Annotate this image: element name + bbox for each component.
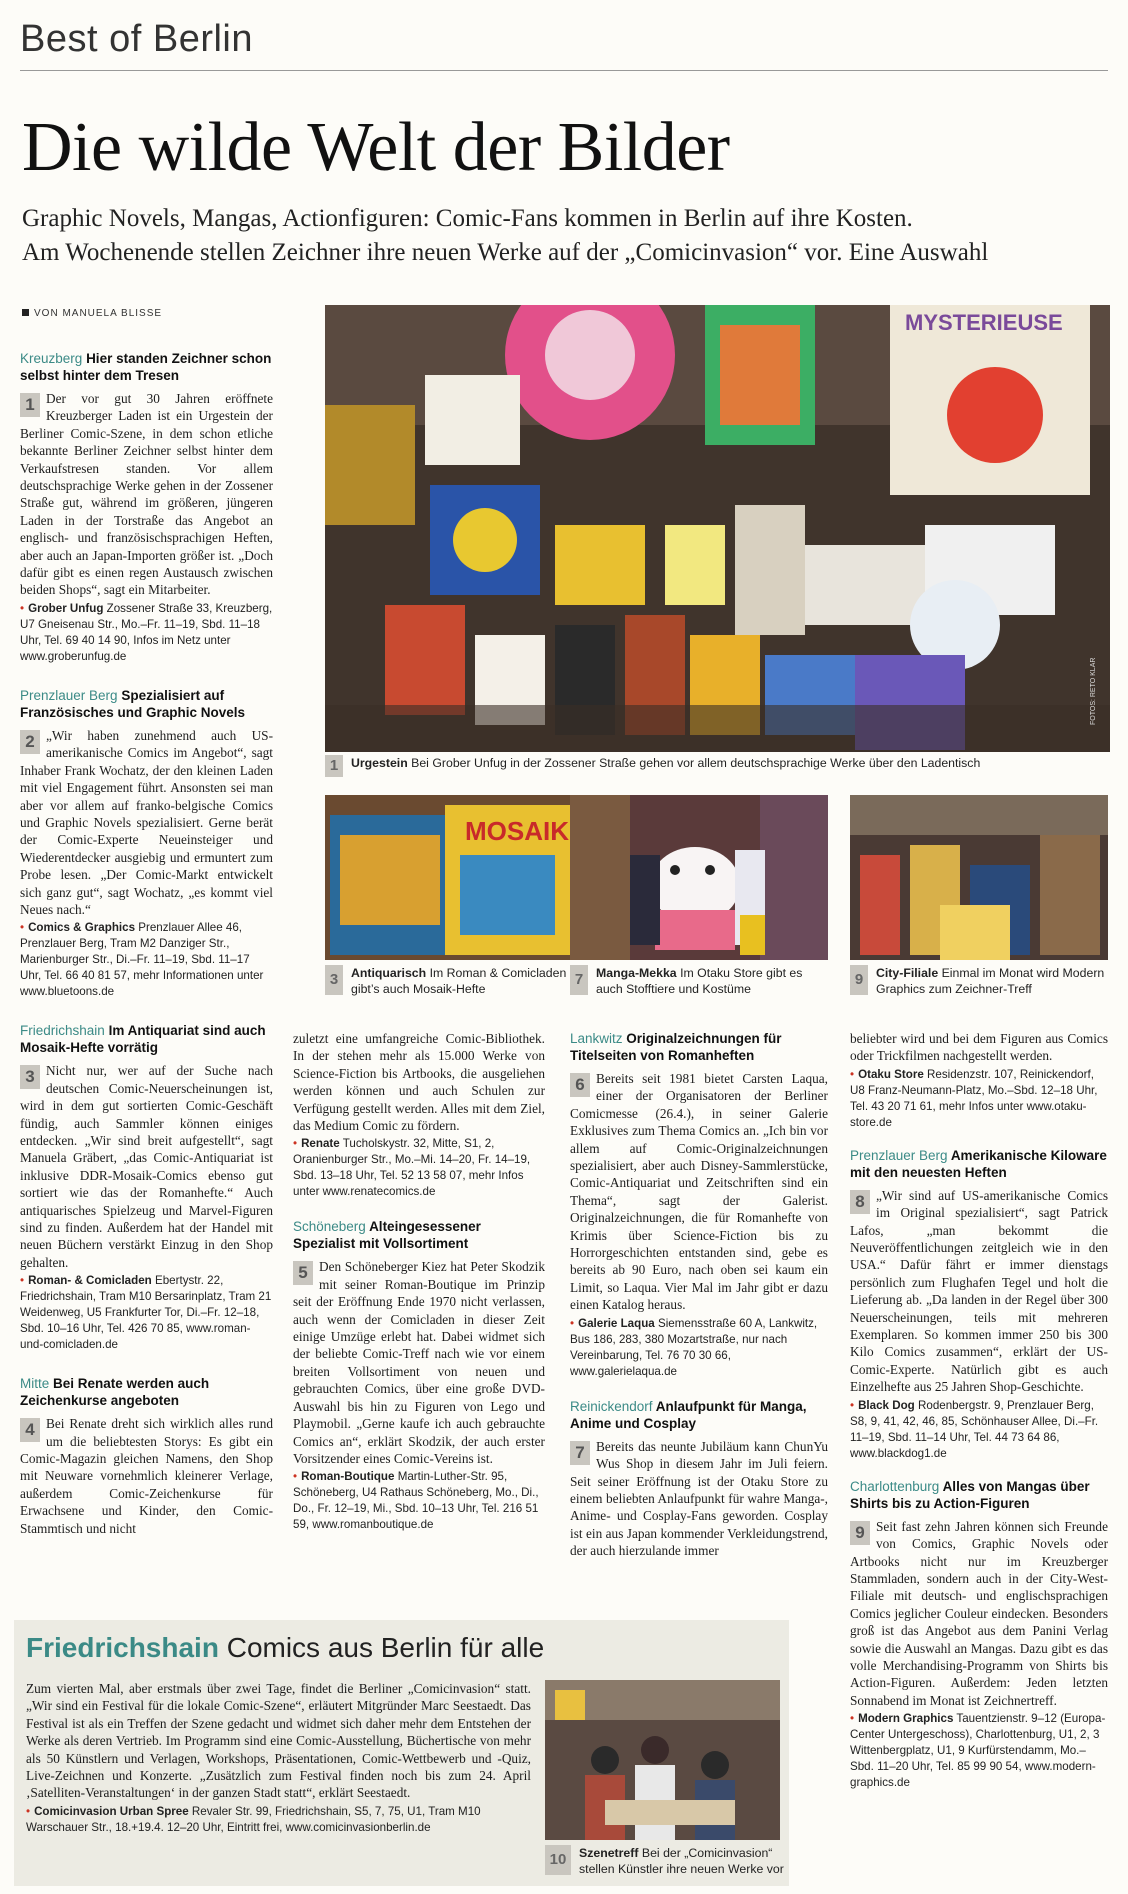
entry-9-text: Seit fast zehn Jahren können sich Freunde von Comics, Graphic Novels oder Artbooks nicht nur im Kreuzberger Stammladen, sondern auch in der City-West-Filiale mit deutsch- und englischsprachigen Comics jeglicher Couleur eindecken. Besonders groß ist das Angebot aus dem Panini Verlag sowie die Auswahl an Mangas. Dazu gibt es das volle Merchandising-Programm von Shirts bis Action-Figuren. Außerdem: Jeden letzten Sonnabend im Monat ist Zeichnertreff. <box>850 1518 1108 1708</box>
caption-bold: Antiquarisch <box>351 966 427 980</box>
entry-7-heading: Reinickendorf Anlaufpunkt für Manga, Anime und Cosplay <box>570 1398 807 1431</box>
mosaik-comic-illustration <box>325 795 583 960</box>
caption-text: Bei Grober Unfug in der Zossener Straße gehen vor allem deutschsprachige Werke über den Ladentisch <box>411 756 981 770</box>
caption-text: Im Otaku Store gibt es auch Stofftiere und Kostüme <box>596 966 803 996</box>
entry-1-info: • Grober Unfug Zossener Straße 33, Kreuzberg, U7 Gneisenau Str., Mo.–Fr. 11–19, Sbd. 11–18 Uhr, Tel. 69 40 14 90, Infos im Netz unter www.groberunfug.de <box>20 601 273 663</box>
comic-shop-window-illustration <box>325 305 1110 752</box>
entry-3-heading: Friedrichshain Im Antiquariat sind auch Mosaik-Hefte vorrätig <box>20 1023 266 1056</box>
column-4 <box>850 1030 1108 1791</box>
entry-8-text: „Wir sind auf US-amerikanische Comics im Original spezialisiert“, sagt Patrick Lafos, „man bekommt die Neuveröffentlichungen zeitgleich wie in den USA.“ Dafür fährt er immer dienstags persönlich zum Flughafen Tegel und holt die Lieferung ab. „Da landen in der Regel über 300 Neuerscheinungen, teils mit mehreren Exemplaren. So kommen immer 250 bis 300 Kilo Comics zusammen“, erklärt der US-Comic-Experte. Natürlich gibt es auch Einzelhefte aus 25 Jahren Shop-Geschichte. <box>850 1187 1108 1395</box>
entry-2-info: • Comics & Graphics Prenzlauer Allee 46, Prenzlauer Berg, Tram M2 Danziger Str., Marienburger Str., Di.–Fr. 11–19, Sbd. 11–17 Uhr, Tel. 66 40 81 57, mehr Informationen unter www.bluetoons.de <box>20 921 264 999</box>
column-1 <box>20 350 273 1537</box>
entry-number-badge: 5 <box>293 1261 313 1285</box>
entry-6-text: Bereits seit 1981 bietet Carsten Laqua, einer der Organisatoren der Berliner Comicmesse (26.4.), in seiner Galerie Exklusives zum Thema Comics an. „Ich bin vor allem auf Comic-Originalzeichnungen spezialisiert, aber auch Disney-Sammlerstücke, Comic-Antiquariat und Zeitschriften sind ein Thema“, sagt der Galerist. Originalzeichnungen, die für Romanhefte von Krimis über Science-Fiction bis zu Horrorgeschichten entstanden sind, gebe es bereits ab 90 Euro, nach oben sei kaum ein Limit, so Laqua. Vier Mal im Jahr gibt er dazu einen Katalog heraus. <box>570 1071 828 1313</box>
photo-10 <box>545 1680 780 1840</box>
entry-4-heading: Mitte Bei Renate werden auch Zeichenkurse angeboten <box>20 1376 210 1409</box>
column-3 <box>570 1030 828 1560</box>
photo-number-badge: 10 <box>545 1845 571 1875</box>
caption-text: Bei der „Comicinvasion“ stellen Künstler ihre neuen Werke vor <box>579 1846 784 1876</box>
entry-4-text-cont: zuletzt eine umfangreiche Comic-Bibliothek. In der stehen mehr als 15.000 Werke von Science-Fiction bis Artbooks, die ausgeliehen werden können und auch Schulen zur Verfügung gestellt werden. Alles mit dem Ziel, das Medium Comic zu fördern. <box>293 1031 545 1134</box>
caption-text: Einmal im Monat wird Modern Graphics zum Zeichner-Treff <box>876 966 1105 996</box>
caption-bold: City-Filiale <box>876 966 939 980</box>
photo-9 <box>850 795 1108 960</box>
entry-2-text: „Wir haben zunehmend auch US-amerikanische Comics im Angebot“, sagt Inhaber Frank Wochatz, der den kleinen Laden mit viel Engagement führt. Ansonsten sei man aber vor allem auf franko-belgische Comics und Graphic Novels spezialisiert. Gerne berät der Comic-Experte Neueinsteiger und Wiederentdecker ausgiebig und ermuntert zum Probe lesen. „Der Comic-Markt entwickelt sich ganz gut“, sagt Wochatz, „es kommt viel Neues nach.“ <box>20 727 273 917</box>
photo-number-badge: 3 <box>325 965 343 995</box>
entry-1 <box>20 350 273 665</box>
caption-1 <box>325 755 1115 777</box>
entry-number-badge: 1 <box>20 393 40 417</box>
entry-6 <box>570 1030 828 1380</box>
city-store-illustration <box>850 795 1108 960</box>
caption-10 <box>545 1845 785 1877</box>
section-kicker: Best of Berlin <box>20 18 253 60</box>
photo-number-badge: 9 <box>850 965 868 995</box>
svg-text:MYSTERIEUSE: MYSTERIEUSE <box>905 310 1063 335</box>
festival-crowd-illustration <box>545 1680 780 1840</box>
entry-number-badge: 8 <box>850 1190 870 1214</box>
dek-line-2: Am Wochenende stellen Zeichner ihre neuen Werke auf der „Comicinvasion“ vor. Eine Auswahl <box>22 239 989 266</box>
entry-5 <box>293 1218 545 1533</box>
entry-6-info: • Galerie Laqua Siemensstraße 60 A, Lankwitz, Bus 186, 283, 380 Mozartstraße, nur nach Vereinbarung, Tel. 76 70 30 66, www.galerielaqua.de <box>570 1316 818 1378</box>
svg-text:MOSAIK: MOSAIK <box>465 816 569 846</box>
photo-7 <box>570 795 828 960</box>
caption-text: Im Roman & Comicladen gibt’s auch Mosaik-Hefte <box>351 966 567 996</box>
entry-number-badge: 3 <box>20 1065 40 1089</box>
headline: Die wilde Welt der Bilder <box>22 109 730 186</box>
entry-3 <box>20 1022 273 1353</box>
entry-5-heading: Schöneberg Alteingesessener Spezialist mit Vollsortiment <box>293 1219 481 1252</box>
entry-number-badge: 7 <box>570 1441 590 1465</box>
main-photo <box>325 305 1110 752</box>
entry-7-info: • Otaku Store Residenzstr. 107, Reinickendorf, U8 Franz-Neumann-Platz, Mo.–Sbd. 12–18 Uhr, Tel. 43 20 71 61, mehr Infos unter www.otaku-store.de <box>850 1067 1098 1129</box>
entry-4-text: Bei Renate dreht sich wirklich alles rund um die beliebtesten Storys: Es gibt ein Comic-Magazin gleichen Namens, den Shop mit Neuware vornehmlich kleinerer Verlage, außerdem Comic-Zeichenkurse für Erwachsene und Kinder, den Comic-Stammtisch und nicht <box>20 1416 273 1536</box>
entry-2 <box>20 687 273 1000</box>
entry-8-heading: Prenzlauer Berg Amerikanische Kiloware mit den neuesten Heften <box>850 1147 1107 1180</box>
caption-bold: Urgestein <box>351 756 408 770</box>
info-box-title: Friedrichshain Comics aus Berlin für alle <box>26 1632 545 1663</box>
dek-line-1: Graphic Novels, Mangas, Actionfiguren: Comic-Fans kommen in Berlin auf ihre Kosten. <box>22 205 913 232</box>
photo-number-badge: 1 <box>325 755 343 777</box>
entry-7 <box>570 1398 828 1560</box>
entry-number-badge: 6 <box>570 1073 590 1097</box>
dek <box>22 202 1112 270</box>
entry-5-text: Den Schöneberger Kiez hat Peter Skodzik mit seiner Roman-Boutique im Prinzip seit der Eröffnung Ende 1970 nicht verlassen, auch wenn der Comicladen in dieser Zeit einige Umzüge erlebt hat. Dabei widmet sich der beliebte Comic-Treff nach wie vor einem breiten Vollsortiment von neuen und gebrauchten Comics, über eine große DVD-Auswahl bis hin zu Figuren von Lego und Playmobil. „Gerne kaufe ich auch gebrauchte Comics an“, erklärt Skodzik, der auch erster Vorsitzender eines Comic-Vereins ist. <box>293 1259 545 1466</box>
photo-number-badge: 7 <box>570 965 588 995</box>
caption-9 <box>850 965 1110 997</box>
info-box-text <box>26 1680 531 1836</box>
caption-3 <box>325 965 570 997</box>
entry-8-info: • Black Dog Rodenbergstr. 9, Prenzlauer Berg, S8, 9, 41, 42, 46, 85, Schönhauser Allee, Di.–Fr. 11–19, Sbd. 11–14 Uhr, Tel. 44 73 64 86, www.blackdog1.de <box>850 1398 1099 1460</box>
entry-4-info: • Renate Tucholskystr. 32, Mitte, S1, 2, Oranienburger Str., Mo.–Mi. 14–20, Fr. 14–19, Sbd. 13–18 Uhr, Tel. 52 13 58 07, mehr Infos unter www.renatecomics.de <box>293 1137 531 1199</box>
entry-8 <box>850 1147 1108 1462</box>
entry-7-text: Bereits das neunte Jubiläum kann ChunYu Wus Shop in diesem Jahr im Juli feiern. Seit seiner Eröffnung ist der Otaku Store zu einem beliebten Anlaufpunkt für wahre Manga-, Anime- und Cosplay-Fans geworden. Cosplay ist ein aus Japan kommender Verkleidungstrend, der auch hierzulande immer <box>570 1438 828 1559</box>
header-rule <box>20 70 1108 71</box>
caption-7 <box>570 965 830 997</box>
entry-2-heading: Prenzlauer Berg Spezialisiert auf Französisches und Graphic Novels <box>20 687 246 720</box>
manga-store-illustration <box>570 795 828 960</box>
entry-9 <box>850 1478 1108 1791</box>
info-box-info: • Comicinvasion Urban Spree Revaler Str. 99, Friedrichshain, S5, 7, 75, U1, Tram M10 Warschauer Str., 18.+19.4. 12–20 Uhr, Eintritt frei, www.comicinvasionberlin.de <box>26 1804 481 1834</box>
entry-9-info: • Modern Graphics Tauentzienstr. 9–12 (Europa-Center Untergeschoss), Charlottenburg, U1, 2, 3 Wittenbergplatz, U1, 9 Kurfürstendamm, Mo.–Sbd. 11–20 Uhr, Tel. 85 99 90 54, www.modern-graphics.de <box>850 1712 1106 1790</box>
byline: VON MANUELA BLISSE <box>22 308 162 319</box>
entry-6-heading: Lankwitz Originalzeichnungen für Titelseiten von Romanheften <box>570 1031 782 1063</box>
entry-number-badge: 4 <box>20 1418 40 1442</box>
entry-1-heading: Kreuzberg Hier standen Zeichner schon selbst hinter dem Tresen <box>20 351 272 383</box>
entry-7-text-cont: beliebter wird und bei dem Figuren aus Comics oder Trickfilmen nachgestellt werden. <box>850 1031 1108 1064</box>
photo-3 <box>325 795 583 960</box>
entry-number-badge: 9 <box>850 1521 870 1545</box>
column-2 <box>293 1030 545 1533</box>
svg-text:FOTOS: RETO KLAR: FOTOS: RETO KLAR <box>1090 657 1097 725</box>
entry-4 <box>20 1375 273 1537</box>
caption-bold: Manga-Mekka <box>596 966 677 980</box>
entry-3-info: • Roman- & Comicladen Ebertystr. 22, Friedrichshain, Tram M10 Bersarinplatz, Tram 21 Weidenweg, U5 Frankfurter Tor, Di.–Fr. 12–18, Sbd. 10–16 Uhr, Tel. 426 70 85, www.roman-und-comicladen.de <box>20 1274 272 1352</box>
caption-bold: Szenetreff <box>579 1846 639 1860</box>
entry-5-info: • Roman-Boutique Martin-Luther-Str. 95, Schöneberg, U4 Rathaus Schöneberg, Mo., Di., Do., Fr. 12–19, Mi., Sbd. 10–13 Uhr, Tel. 216 51 59, www.romanboutique.de <box>293 1470 539 1532</box>
entry-3-text: Nicht nur, wer auf der Suche nach deutschen Comic-Neuerscheinungen ist, wird in dem gut sortierten Comic-Geschäft fündig, auch Sammler können einiges entdecken. „Wir sind breit aufgestellt“, sagt Manuela Gräbert, „das Comic-Antiquariat ist inklusive DDR-Mosaik-Comics ebenso gut sortiert wie das der Romanhefte.“ Auch antiquarisches Spielzeug und Marvel-Figuren sind zu finden. Außerdem hat der Handel mit neuen Büchern verstärkt Einzug in den Shop gehalten. <box>20 1063 273 1270</box>
entry-9-heading: Charlottenburg Alles von Mangas über Shirts bis zu Action-Figuren <box>850 1478 1090 1511</box>
info-box-body: Zum vierten Mal, aber erstmals über zwei Tage, findet die Berliner „Comicinvasion“ statt. „Wir sind ein Festival für die lokale Comic-Szene“, erläutert Mitgründer Marc Seestaedt. Das Festival ist als ein Treffen der Szene gedacht und widmet sich daher mehr dem Entstehen der Werke als deren Vertrieb. Im Programm sind eine Comic-Ausstellung, Büchertische von mehr als 50 Künstlern und Verlagen, Workshops, Präsentationen, Comic-Wettbewerb und -Quiz, Live-Zeichnen und Konzerte. „Zusätzlich zum Festival finden noch bis zum 24. April ‚Satelliten-Veranstaltungen‘ in der ganzen Stadt statt“, erklärt Seestaedt. <box>26 1681 531 1801</box>
entry-number-badge: 2 <box>20 730 40 754</box>
entry-1-text: Der vor gut 30 Jahren eröffnete Kreuzberger Laden ist ein Urgestein der Berliner Comic-Szene, in dem schon etliche bekannte Berliner Zeichner selbst hinter dem Verkaufstresen standen. Vor allem deutschsprachige Werke gehen in der Zossener Straße gut, während im größeren, jüngeren Laden in der Torstraße das Angebot an englisch- und französischsprachigen Heften, aber auch an Japan-Importen größer ist. „Doch dafür gibt es einen regen Austausch zwischen beiden Shops“, sagt ein Mitarbeiter. <box>20 391 273 598</box>
